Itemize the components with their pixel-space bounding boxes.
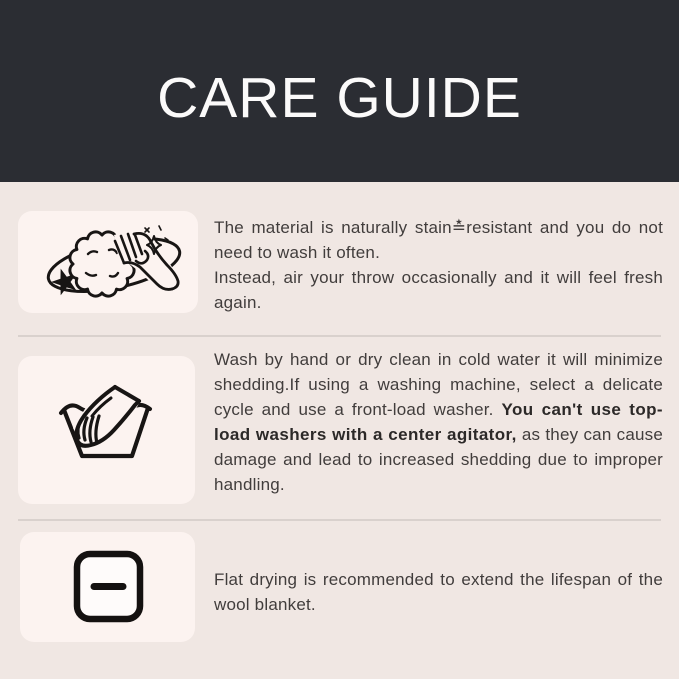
care-text-hand-wash: [214, 347, 663, 497]
flat-dry-icon: [20, 532, 195, 642]
care-paragraph: [214, 347, 663, 497]
care-text-bold: You can't use top-load washers with a center agitator,: [214, 400, 663, 444]
icon-card-stain-resistant: [18, 211, 198, 313]
care-text-stain-resistant: [214, 215, 663, 315]
care-text-normal: as they can cause damage and lead to increased shedding due to improper handling.: [214, 425, 663, 494]
care-paragraph: Flat drying is recommended to extend the lifespan of the wool blanket.: [214, 570, 663, 614]
icon-card-hand-wash: [18, 356, 195, 504]
divider: [18, 335, 661, 337]
page-title: CARE GUIDE: [157, 66, 522, 130]
care-text-normal: Wash by hand or dry clean in cold water it will minimize shedding.If using a washing machine, select a delicate cycle and use a front-load washer.: [214, 350, 663, 419]
icon-card-flat-dry: [20, 532, 195, 642]
header-banner: [0, 0, 679, 182]
care-paragraph: Instead, air your throw occasionally and it will feel fresh again.: [214, 268, 663, 312]
hand-wash-icon: [18, 356, 195, 504]
stain-resistant-icon: [18, 211, 198, 313]
care-paragraph: The material is naturally stain≛resistant and you do not need to wash it often.: [214, 218, 663, 262]
care-text-flat-dry: [214, 567, 663, 617]
divider: [18, 519, 661, 521]
